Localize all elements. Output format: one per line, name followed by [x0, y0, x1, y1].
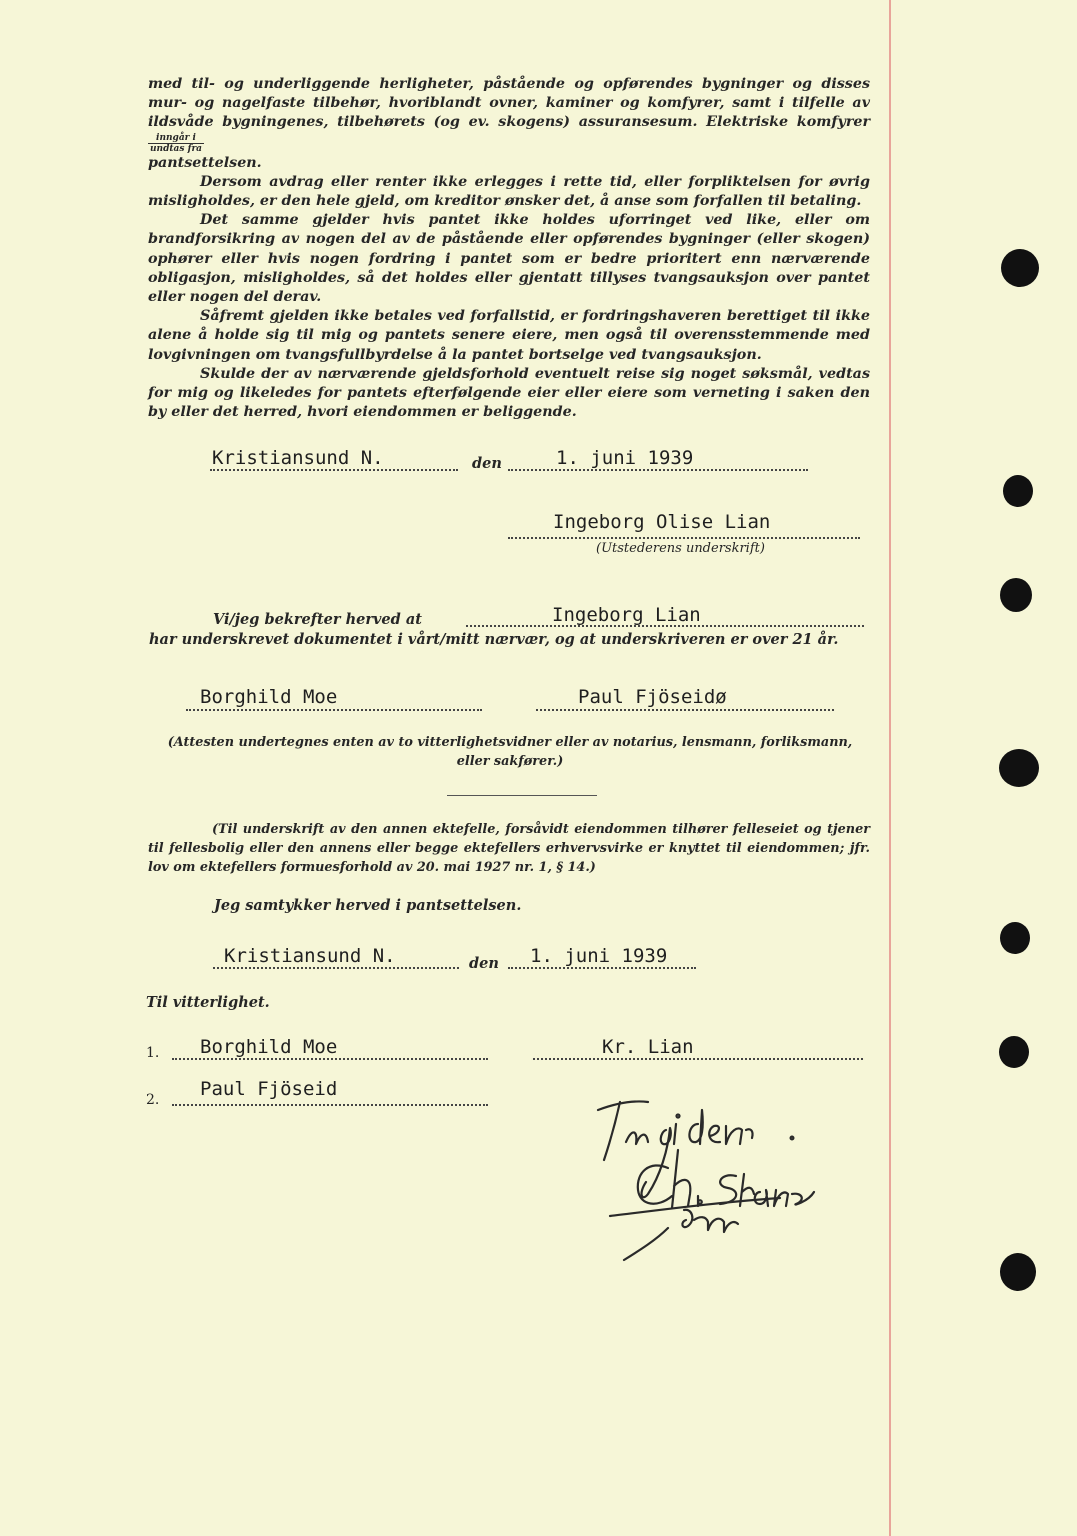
- witness-number-1: 1.: [146, 1045, 160, 1061]
- dotted-line: [210, 469, 458, 471]
- attest-note: (Attesten undertegnes enten av to vitterlighetsvidner eller av notarius, lensmann, forliksmann, eller sakfører.): [167, 735, 853, 769]
- confirm-name: Ingeborg Lian: [552, 604, 701, 626]
- date-1: 1. juni 1939: [556, 447, 694, 469]
- terms-paragraph-3: Dersom avdrag eller renter ikke erlegges i rette tid, eller forpliktelsen for øvrig misligholdes, er den hele gjeld, om kreditor ønsker det, å anse som forfallen til betaling.: [148, 173, 870, 210]
- punch-hole: [999, 749, 1039, 787]
- issuer-caption: (Utstederens underskrift): [596, 541, 765, 556]
- witness-number-2: 2.: [146, 1092, 160, 1108]
- den-label: den: [472, 455, 502, 472]
- til-vitterlighet: Til vitterlighet.: [146, 994, 270, 1011]
- margin-line: [889, 0, 891, 1536]
- fraction-top: inngår i: [148, 133, 204, 144]
- vitterlighet-witness-2: Paul Fjöseid: [200, 1078, 338, 1100]
- dotted-line: [533, 1058, 863, 1060]
- dotted-line: [536, 709, 834, 711]
- place-1: Kristiansund N.: [212, 447, 384, 469]
- date-2: 1. juni 1939: [530, 945, 668, 967]
- terms-paragraph-1: [148, 75, 870, 154]
- dotted-line: [172, 1058, 488, 1060]
- punch-hole: [1000, 922, 1030, 954]
- terms-text: med til- og underliggende herligheter, påstående og opførendes bygninger og disses mur- og nagelfaste tilbehør, hvoriblandt ovner, kaminer og komfyrer, samt i tilfelle av ildsvåde bygningenes, tilbehørets (og ev. skogens) assuransesum. Elektriske komfyrer: [148, 76, 870, 131]
- confirm-line-2: har underskrevet dokumentet i vårt/mitt nærvær, og at underskriveren er over 21 år.: [149, 631, 839, 648]
- dotted-line: [172, 1104, 488, 1106]
- dotted-line: [213, 967, 459, 969]
- dotted-line: [508, 537, 860, 539]
- mortgage-terms: [148, 75, 870, 422]
- dotted-line: [466, 625, 864, 627]
- spouse-note: (Til underskrift av den annen ektefelle, forsåvidt eiendommen tilhører felleseiet og tjener til fellesbolig eller den annens eller begge ektefellers erhvervsvirke er knyttet til eiendommen; jfr. lov om ektefellers formuesforhold av 20. mai 1927 nr. 1, § 14.): [148, 822, 870, 875]
- witness-1: Borghild Moe: [200, 686, 338, 708]
- divider: [447, 795, 597, 796]
- handwritten-signature: [580, 1090, 830, 1270]
- terms-paragraph-6: Skulde der av nærværende gjeldsforhold eventuelt reise sig noget søksmål, vedtas for mig og likeledes for pantets efterfølgende eier eller eiere som verneting i saken den by eller det herred, hvori eiendommen er beliggende.: [148, 365, 870, 421]
- punch-hole: [1001, 249, 1039, 287]
- punch-hole: [1000, 578, 1032, 612]
- vitterlighet-witness-1: Borghild Moe: [200, 1036, 338, 1058]
- punch-hole: [1003, 475, 1033, 507]
- terms-paragraph-2: pantsettelsen.: [148, 154, 262, 171]
- fraction-bottom: undtas fra: [150, 143, 203, 154]
- punch-hole: [1000, 1253, 1036, 1291]
- dotted-line: [508, 469, 808, 471]
- den-label-2: den: [469, 955, 499, 972]
- place-2: Kristiansund N.: [224, 945, 396, 967]
- consent-text: Jeg samtykker herved i pantsettelsen.: [214, 897, 522, 914]
- punch-hole: [999, 1036, 1029, 1068]
- spouse-signature: Kr. Lian: [602, 1036, 694, 1058]
- witness-2: Paul Fjöseidø: [578, 686, 727, 708]
- fraction-note: [148, 133, 204, 154]
- dotted-line: [508, 967, 696, 969]
- issuer-signature: Ingeborg Olise Lian: [553, 511, 771, 533]
- terms-paragraph-4: Det samme gjelder hvis pantet ikke holdes uforringet ved like, eller om brandforsikring av nogen del av de påstående eller opførendes bygninger (eller skogen) ophører eller hvis nogen fordring i pantet som er bedre prioritert enn nærværende obligasjon, misligholdes, så det holdes eller gjentatt tillyses tvangsauksjon over pantet eller nogen del derav.: [148, 212, 870, 306]
- confirm-prefix: Vi/jeg bekrefter herved at: [213, 611, 422, 628]
- dotted-line: [186, 709, 482, 711]
- terms-paragraph-5: Såfremt gjelden ikke betales ved forfallstid, er fordringshaveren berettiget til ikke alene å holde sig til mig og pantets senere eiere, men også til overensstemmende med lovgivningen om tvangsfullbyrdelse å la pantet bortselge ved tvangsauksjon.: [148, 308, 870, 363]
